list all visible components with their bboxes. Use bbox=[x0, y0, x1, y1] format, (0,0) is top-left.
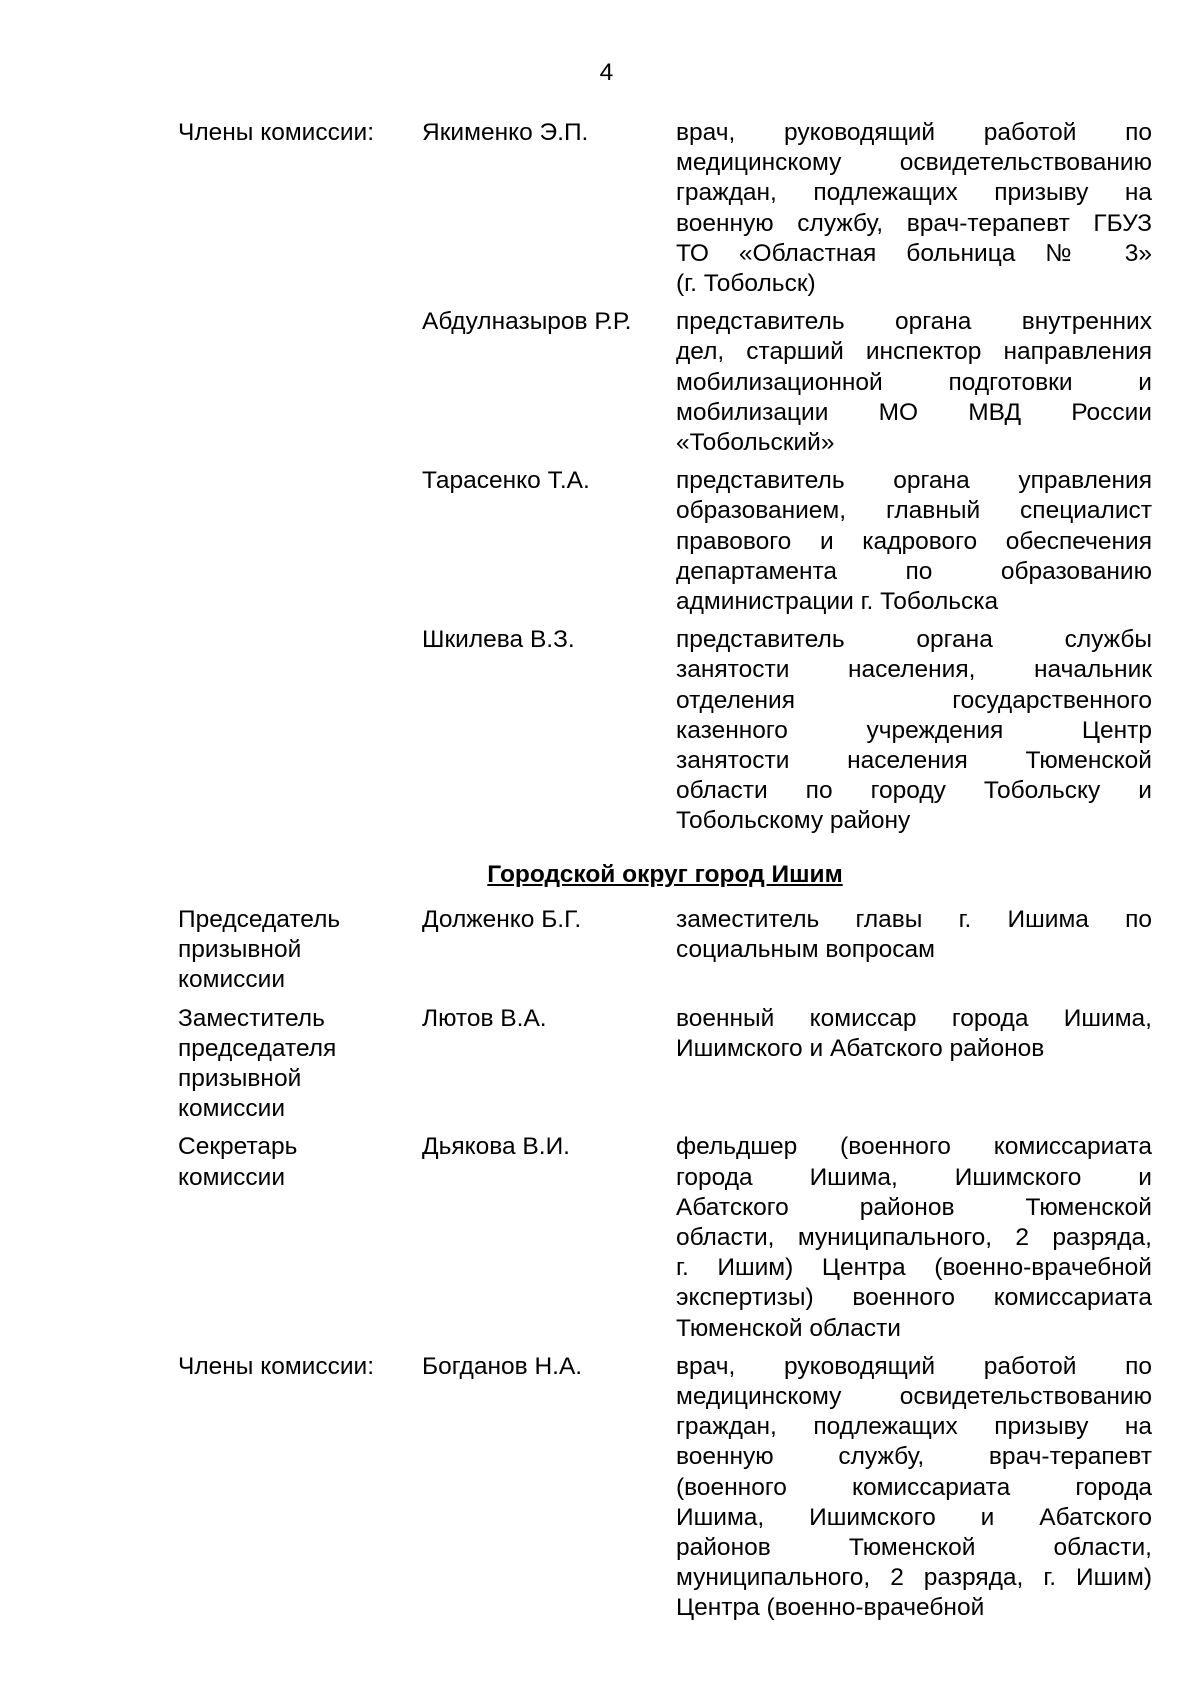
description-line: города Ишима, Ишимского и bbox=[676, 1163, 1152, 1191]
member-role bbox=[178, 1352, 422, 1624]
member-row bbox=[178, 1352, 1152, 1624]
description-line: представитель органа управления bbox=[676, 467, 1152, 495]
description-line: занятости населения, начальник bbox=[676, 656, 1152, 684]
member-role bbox=[178, 1004, 422, 1125]
description-line: медицинскому освидетельствованию bbox=[676, 149, 1152, 177]
member-role bbox=[178, 466, 422, 617]
member-description bbox=[676, 1352, 1152, 1624]
description-line: Тобольскому району bbox=[676, 807, 911, 835]
member-name: Тарасенко Т.А. bbox=[422, 467, 590, 495]
description-line: военную службу, врач-терапевт ГБУЗ bbox=[676, 209, 1152, 237]
member-name: Абдулназыров Р.Р. bbox=[422, 308, 632, 336]
member-row bbox=[178, 905, 1152, 996]
member-row bbox=[178, 1132, 1152, 1343]
description-line: заместитель главы г. Ишима по bbox=[676, 906, 1152, 933]
role-line: председателя bbox=[178, 1034, 337, 1062]
description-line: отделения государственного bbox=[676, 686, 1152, 714]
role-line: призывной bbox=[178, 936, 302, 964]
member-description bbox=[676, 307, 1152, 458]
commission-members-tobolsk bbox=[178, 118, 1152, 845]
description-line: дел, старший инспектор направления bbox=[676, 338, 1152, 366]
role-line: призывной bbox=[178, 1065, 302, 1093]
member-name: Богданов Н.А. bbox=[422, 1352, 583, 1380]
role-line: Секретарь bbox=[178, 1133, 298, 1161]
member-row bbox=[178, 1004, 1152, 1125]
description-line: мобилизации МО МВД России bbox=[676, 398, 1152, 426]
description-line: социальным вопросам bbox=[676, 936, 935, 964]
page-number: 4 bbox=[599, 59, 614, 86]
member-name: Долженко Б.Г. bbox=[422, 906, 582, 933]
role-line: комиссии bbox=[178, 1095, 286, 1123]
role-line: комиссии bbox=[178, 1163, 286, 1191]
description-line: г. Ишим) Центра (военно-врачебной bbox=[676, 1254, 1152, 1282]
member-name: Дьякова В.И. bbox=[422, 1133, 570, 1161]
description-line: ТО «Областная больница № 3» bbox=[676, 239, 1152, 267]
description-line: экспертизы) военного комиссариата bbox=[676, 1284, 1152, 1312]
member-row bbox=[178, 118, 1152, 299]
description-line: Абатского районов Тюменской bbox=[676, 1193, 1152, 1221]
role-line: Члены комиссии: bbox=[178, 1352, 375, 1380]
role-line: Заместитель bbox=[178, 1004, 325, 1032]
member-name: Якименко Э.П. bbox=[422, 119, 589, 146]
description-line: правового и кадрового обеспечения bbox=[676, 527, 1152, 555]
description-line: представитель органа внутренних bbox=[676, 308, 1152, 336]
description-line: фельдшер (военного комиссариата bbox=[676, 1133, 1152, 1161]
description-line: граждан, подлежащих призыву на bbox=[676, 1413, 1152, 1441]
member-role bbox=[178, 625, 422, 836]
description-line: военный комиссар города Ишима, bbox=[676, 1004, 1152, 1032]
member-description bbox=[676, 1004, 1152, 1125]
member-description bbox=[676, 625, 1152, 836]
description-line: Ишима, Ишимского и Абатского bbox=[676, 1503, 1152, 1531]
description-line: департамента по образованию bbox=[676, 557, 1152, 585]
description-line: казенного учреждения Центр bbox=[676, 716, 1152, 744]
description-line: врач, руководящий работой по bbox=[676, 119, 1152, 146]
member-description bbox=[676, 118, 1152, 299]
section-heading: Городской округ город Ишим bbox=[487, 861, 843, 888]
description-line: Ишимского и Абатского районов bbox=[676, 1034, 1045, 1062]
member-name: Шкилева В.З. bbox=[422, 626, 575, 654]
member-description bbox=[676, 905, 1152, 996]
description-line: Центра (военно-врачебной bbox=[676, 1594, 985, 1622]
description-line: образованием, главный специалист bbox=[676, 497, 1152, 525]
member-role bbox=[178, 905, 422, 996]
role-line: комиссии bbox=[178, 966, 286, 994]
member-name: Лютов В.А. bbox=[422, 1004, 547, 1032]
description-line: области по городу Тобольску и bbox=[676, 777, 1152, 805]
description-line: занятости населения Тюменской bbox=[676, 747, 1152, 775]
description-line: граждан, подлежащих призыву на bbox=[676, 179, 1152, 207]
member-role: Члены комиссии: bbox=[178, 119, 375, 146]
description-line: районов Тюменской области, bbox=[676, 1534, 1152, 1562]
description-line: (военного комиссариата города bbox=[676, 1473, 1152, 1501]
description-line: муниципального, 2 разряда, г. Ишим) bbox=[676, 1564, 1152, 1592]
member-role bbox=[178, 1132, 422, 1343]
description-line: администрации г. Тобольска bbox=[676, 588, 999, 616]
description-line: врач, руководящий работой по bbox=[676, 1352, 1152, 1380]
description-line: (г. Тобольск) bbox=[676, 270, 816, 298]
member-row bbox=[178, 307, 1152, 458]
description-line: Тюменской области bbox=[676, 1314, 901, 1342]
member-description bbox=[676, 1132, 1152, 1343]
member-role bbox=[178, 307, 422, 458]
description-line: мобилизационной подготовки и bbox=[676, 368, 1152, 396]
member-description bbox=[676, 466, 1152, 617]
commission-members-ishim bbox=[178, 905, 1152, 1632]
description-line: военную службу, врач-терапевт bbox=[676, 1443, 1152, 1471]
description-line: представитель органа службы bbox=[676, 626, 1152, 654]
member-row bbox=[178, 625, 1152, 836]
role-line: Председатель bbox=[178, 906, 341, 933]
member-row bbox=[178, 466, 1152, 617]
description-line: медицинскому освидетельствованию bbox=[676, 1383, 1152, 1411]
description-line: области, муниципального, 2 разряда, bbox=[676, 1224, 1152, 1252]
description-line: «Тобольский» bbox=[676, 429, 835, 457]
